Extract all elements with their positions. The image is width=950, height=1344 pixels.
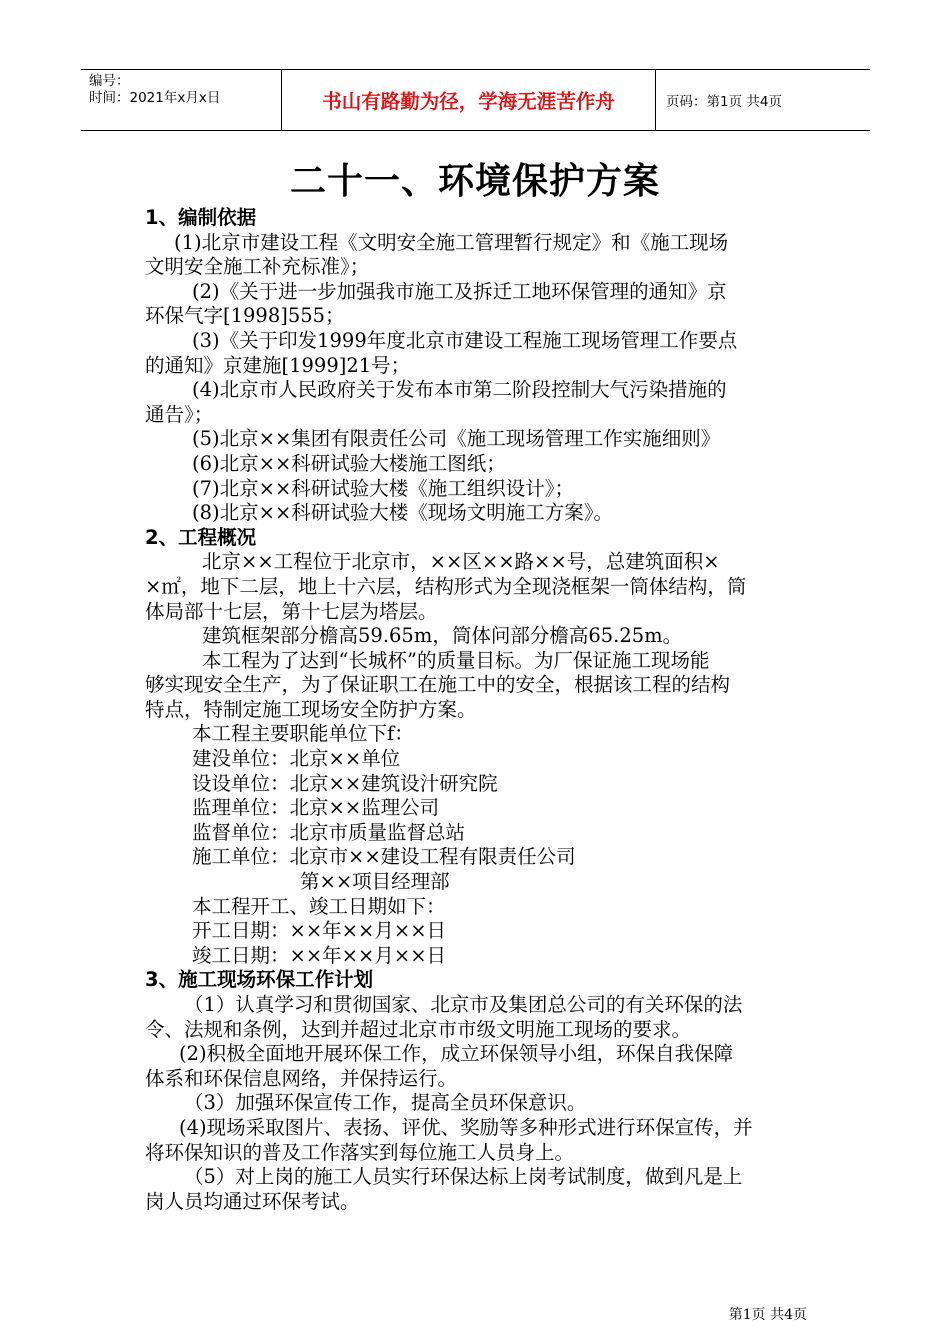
paragraph-line: 北京××工程位于北京市，××区××路××号，总建筑面积× [202,550,720,574]
paragraph-line: (2)积极全面地开展环保工作，成立环保领导小组，环保自我保障 [179,1042,734,1066]
paragraph-line: 岗人员均通过环保考试。 [145,1189,360,1213]
paragraph-line: 特点，特制定施工现场安全防护方案。 [145,697,477,721]
paragraph-line: 环保气字[1998]555； [145,304,345,328]
page-info: 页码：第1页 共4页 [666,94,782,110]
paragraph-line: (4)北京市人民政府关于发布本市第二阶段控制大气污染措施的 [192,378,727,402]
paragraph-line: 通告》； [145,402,214,426]
document-header [81,69,870,131]
paragraph-line: 第××项目经理部 [300,870,450,894]
number-label: 编号： [89,73,130,89]
paragraph-line: 本工程主要职能单位下f： [192,722,414,746]
paragraph-line: (8)北京××科研试验大楼《现场文明施工方案》。 [192,501,614,525]
time-label: 时间：2021年x月x日 [89,90,221,106]
paragraph-line: 文明安全施工补充标准》； [145,255,370,279]
paragraph-line: （5）对上岗的施工人员实行环保达标上岗考试制度，做到凡是上 [184,1165,743,1189]
paragraph-line: (2)《关于进一步加强我市施工及拆迁工地环保管理的通知》京 [192,279,727,303]
paragraph-line: 建没单位：北京××单位 [192,747,401,771]
paragraph-line: (6)北京××科研试验大楼施工图纸； [192,451,506,475]
paragraph-line: （3）加强环保宣传工作，提高全员环保意识。 [184,1091,587,1115]
page-footer: 第1页 共4页 [728,1307,807,1323]
paragraph-line: 将环保知识的普及工作落实到每位施工人员身上。 [145,1140,575,1164]
paragraph-line: 本工程开工、竣工日期如下： [192,894,446,918]
paragraph-line: 施工单位：北京市××建设工程有限责任公司 [192,845,576,869]
section-heading: 3、施工现场环保工作计划 [145,968,374,992]
paragraph-line: (3)《关于印发1999年度北京市建设工程施工现场管理工作要点 [192,328,738,352]
paragraph-line: 令、法规和条例，达到并超过北京市市级文明施工现场的要求。 [145,1017,692,1041]
paragraph-line: 建筑框架部分檐高59.65m，筒体问部分檐高65.25m。 [202,624,683,648]
paragraph-line: 体局部十七层，第十七层为塔层。 [145,599,438,623]
paragraph-line: 监督单位：北京市质量监督总站 [192,820,466,844]
paragraph-line: 体系和环保信息网络，并保持运行。 [145,1066,458,1090]
paragraph-line: (1)北京市建设工程《文明安全施工管理暂行规定》和《施工现场 [174,230,729,254]
document-body [145,206,825,1214]
paragraph-line: （1）认真学习和贯彻国家、北京市及集团总公司的有关环保的法 [184,993,743,1016]
paragraph-line: (5)北京××集团有限责任公司《施工现场管理工作实施细则》 [192,427,721,451]
paragraph-line: (4)现场采取图片、表扬、评优、奖励等多种形式进行环保宣传，并 [179,1115,753,1139]
header-meta [81,70,282,130]
paragraph-line: 够实现安全生产，为了保证职工在施工中的安全，根据该工程的结构 [145,673,731,697]
paragraph-line: (7)北京××科研试验大楼《施工组织设计》； [192,476,575,500]
document-title: 二十一、环境保护方案 [289,161,660,202]
motto: 书山有路勤为径，学海无涯苦作舟 [282,70,656,130]
paragraph-line: 本工程为了达到“长城杯”的质量目标。为厂保证施工现场能 [202,648,710,672]
paragraph-line: 竣工日期：××年××月××日 [192,943,447,967]
paragraph-line: 监理单位：北京××监理公司 [192,796,440,820]
paragraph-line: 设设单位：北京××建筑设汁研究院 [192,771,498,795]
paragraph-line: 开工日期：××年××月××日 [192,919,447,943]
section-heading: 1、编制依据 [145,206,257,229]
section-heading: 2、工程概况 [145,525,257,549]
paragraph-line: 的通知》京建施[1999]21号； [145,353,411,377]
paragraph-line: ×㎡，地下二层，地上十六层，结构形式为全现浇框架一筒体结构，筒 [145,574,747,598]
